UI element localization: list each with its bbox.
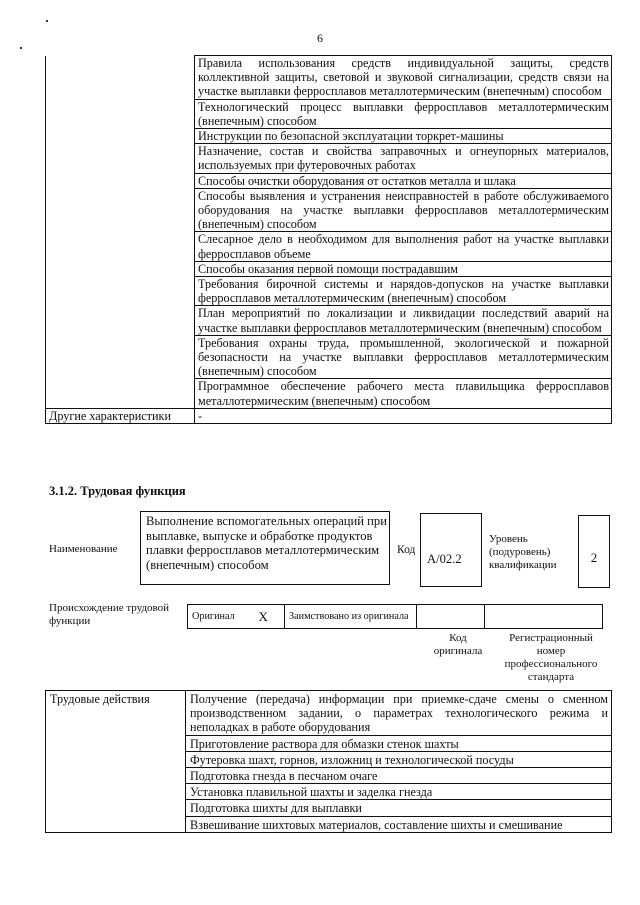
code-caption: Код оригинала: [433, 632, 483, 657]
knowledge-item: Способы очистки оборудования от остатков металла и шлака: [195, 173, 612, 188]
table-row: [188, 605, 603, 629]
knowledge-item: Программное обеспечение рабочего места плавильщика ферросплавов металлотермическим (внепечным) способом: [195, 379, 612, 408]
action-item: Подготовка шихты для выплавки: [186, 800, 612, 816]
knowledge-item: Способы оказания первой помощи пострадавшим: [195, 261, 612, 276]
labor-actions-table: [45, 690, 612, 833]
action-item: Приготовление раствора для обмазки стенок шахты: [186, 735, 612, 751]
other-characteristics-value: -: [195, 408, 612, 423]
action-item: Взвешивание шихтовых материалов, составление шихты и смешивание: [186, 816, 612, 832]
function-name-box: Выполнение вспомогательных операций при выплавке, выпуске и обработке продуктов плавки ферросплавов металлотермическим (внепечным) способом: [140, 511, 390, 585]
reg-number-cell: [485, 605, 603, 629]
knowledge-item: План мероприятий по локализации и ликвидации последствий аварий на участке выплавки ферросплавов металлотермическим (внепечным) способом: [195, 306, 612, 335]
empty-label-cell: [46, 56, 195, 409]
knowledge-item: Требования охраны труда, промышленной, экологической и пожарной безопасности на участке выплавки ферросплавов металлотермическим (внепечным) способом: [195, 335, 612, 379]
labor-actions-label: Трудовые действия: [46, 691, 186, 833]
reg-caption: Регистрационный номер профессионального стандарта: [504, 632, 598, 683]
code-label: Код: [397, 544, 416, 556]
level-box: 2: [578, 515, 610, 588]
origin-label: Происхождение трудовой функции: [49, 602, 170, 627]
name-label: Наименование: [49, 543, 118, 555]
knowledge-item: Способы выявления и устранения неисправностей в работе обслуживаемого оборудования на участке выплавки ферросплавов металлотермическим (внепечным) способом: [195, 188, 612, 232]
action-item: Получение (передача) информации при приемке-сдаче смены о сменном производственном задании, о параметрах технологического режима и неполадках в работе оборудования: [186, 691, 612, 736]
level-label: Уровень (подуровень) квалификации: [489, 533, 557, 571]
table-row: [46, 691, 612, 736]
scan-speck: [46, 20, 48, 22]
knowledge-item: Технологический процесс выплавки ферросплавов металлотермическим (внепечным) способом: [195, 99, 612, 128]
action-item: Футеровка шахт, горнов, изложниц и технологической посуды: [186, 751, 612, 767]
table-row: [46, 56, 612, 100]
original-mark: X: [255, 605, 285, 629]
knowledge-item: Инструкции по безопасной эксплуатации торкрет-машины: [195, 129, 612, 144]
knowledge-item: Назначение, состав и свойства заправочных и огнеупорных материалов, используемых при футеровочных работах: [195, 144, 612, 173]
knowledge-item: Правила использования средств индивидуальной защиты, средств коллективной защиты, световой и звуковой сигнализации, средств связи на участке выплавки ферросплавов металлотермическим (внепечным) способом: [195, 56, 612, 100]
original-label: Оригинал: [188, 605, 255, 629]
page-number: 6: [317, 31, 323, 45]
table-row: [46, 408, 612, 423]
scan-speck: [20, 47, 22, 49]
code-box: А/02.2: [420, 513, 482, 587]
action-item: Подготовка гнезда в песчаном очаге: [186, 768, 612, 784]
borrowed-label: Заимствовано из оригинала: [285, 605, 417, 629]
knowledge-table: [45, 55, 612, 424]
original-code-cell: [417, 605, 485, 629]
knowledge-item: Слесарное дело в необходимом для выполнения работ на участке выплавки ферросплавов объеме: [195, 232, 612, 261]
section-title: 3.1.2. Трудовая функция: [49, 484, 186, 498]
knowledge-item: Требования бирочной системы и нарядов-допусков на участке выплавки ферросплавов металлотермическим (внепечным) способом: [195, 277, 612, 306]
origin-table: [187, 604, 603, 629]
action-item: Установка плавильной шахты и заделка гнезда: [186, 784, 612, 800]
other-characteristics-label: Другие характеристики: [46, 408, 195, 423]
